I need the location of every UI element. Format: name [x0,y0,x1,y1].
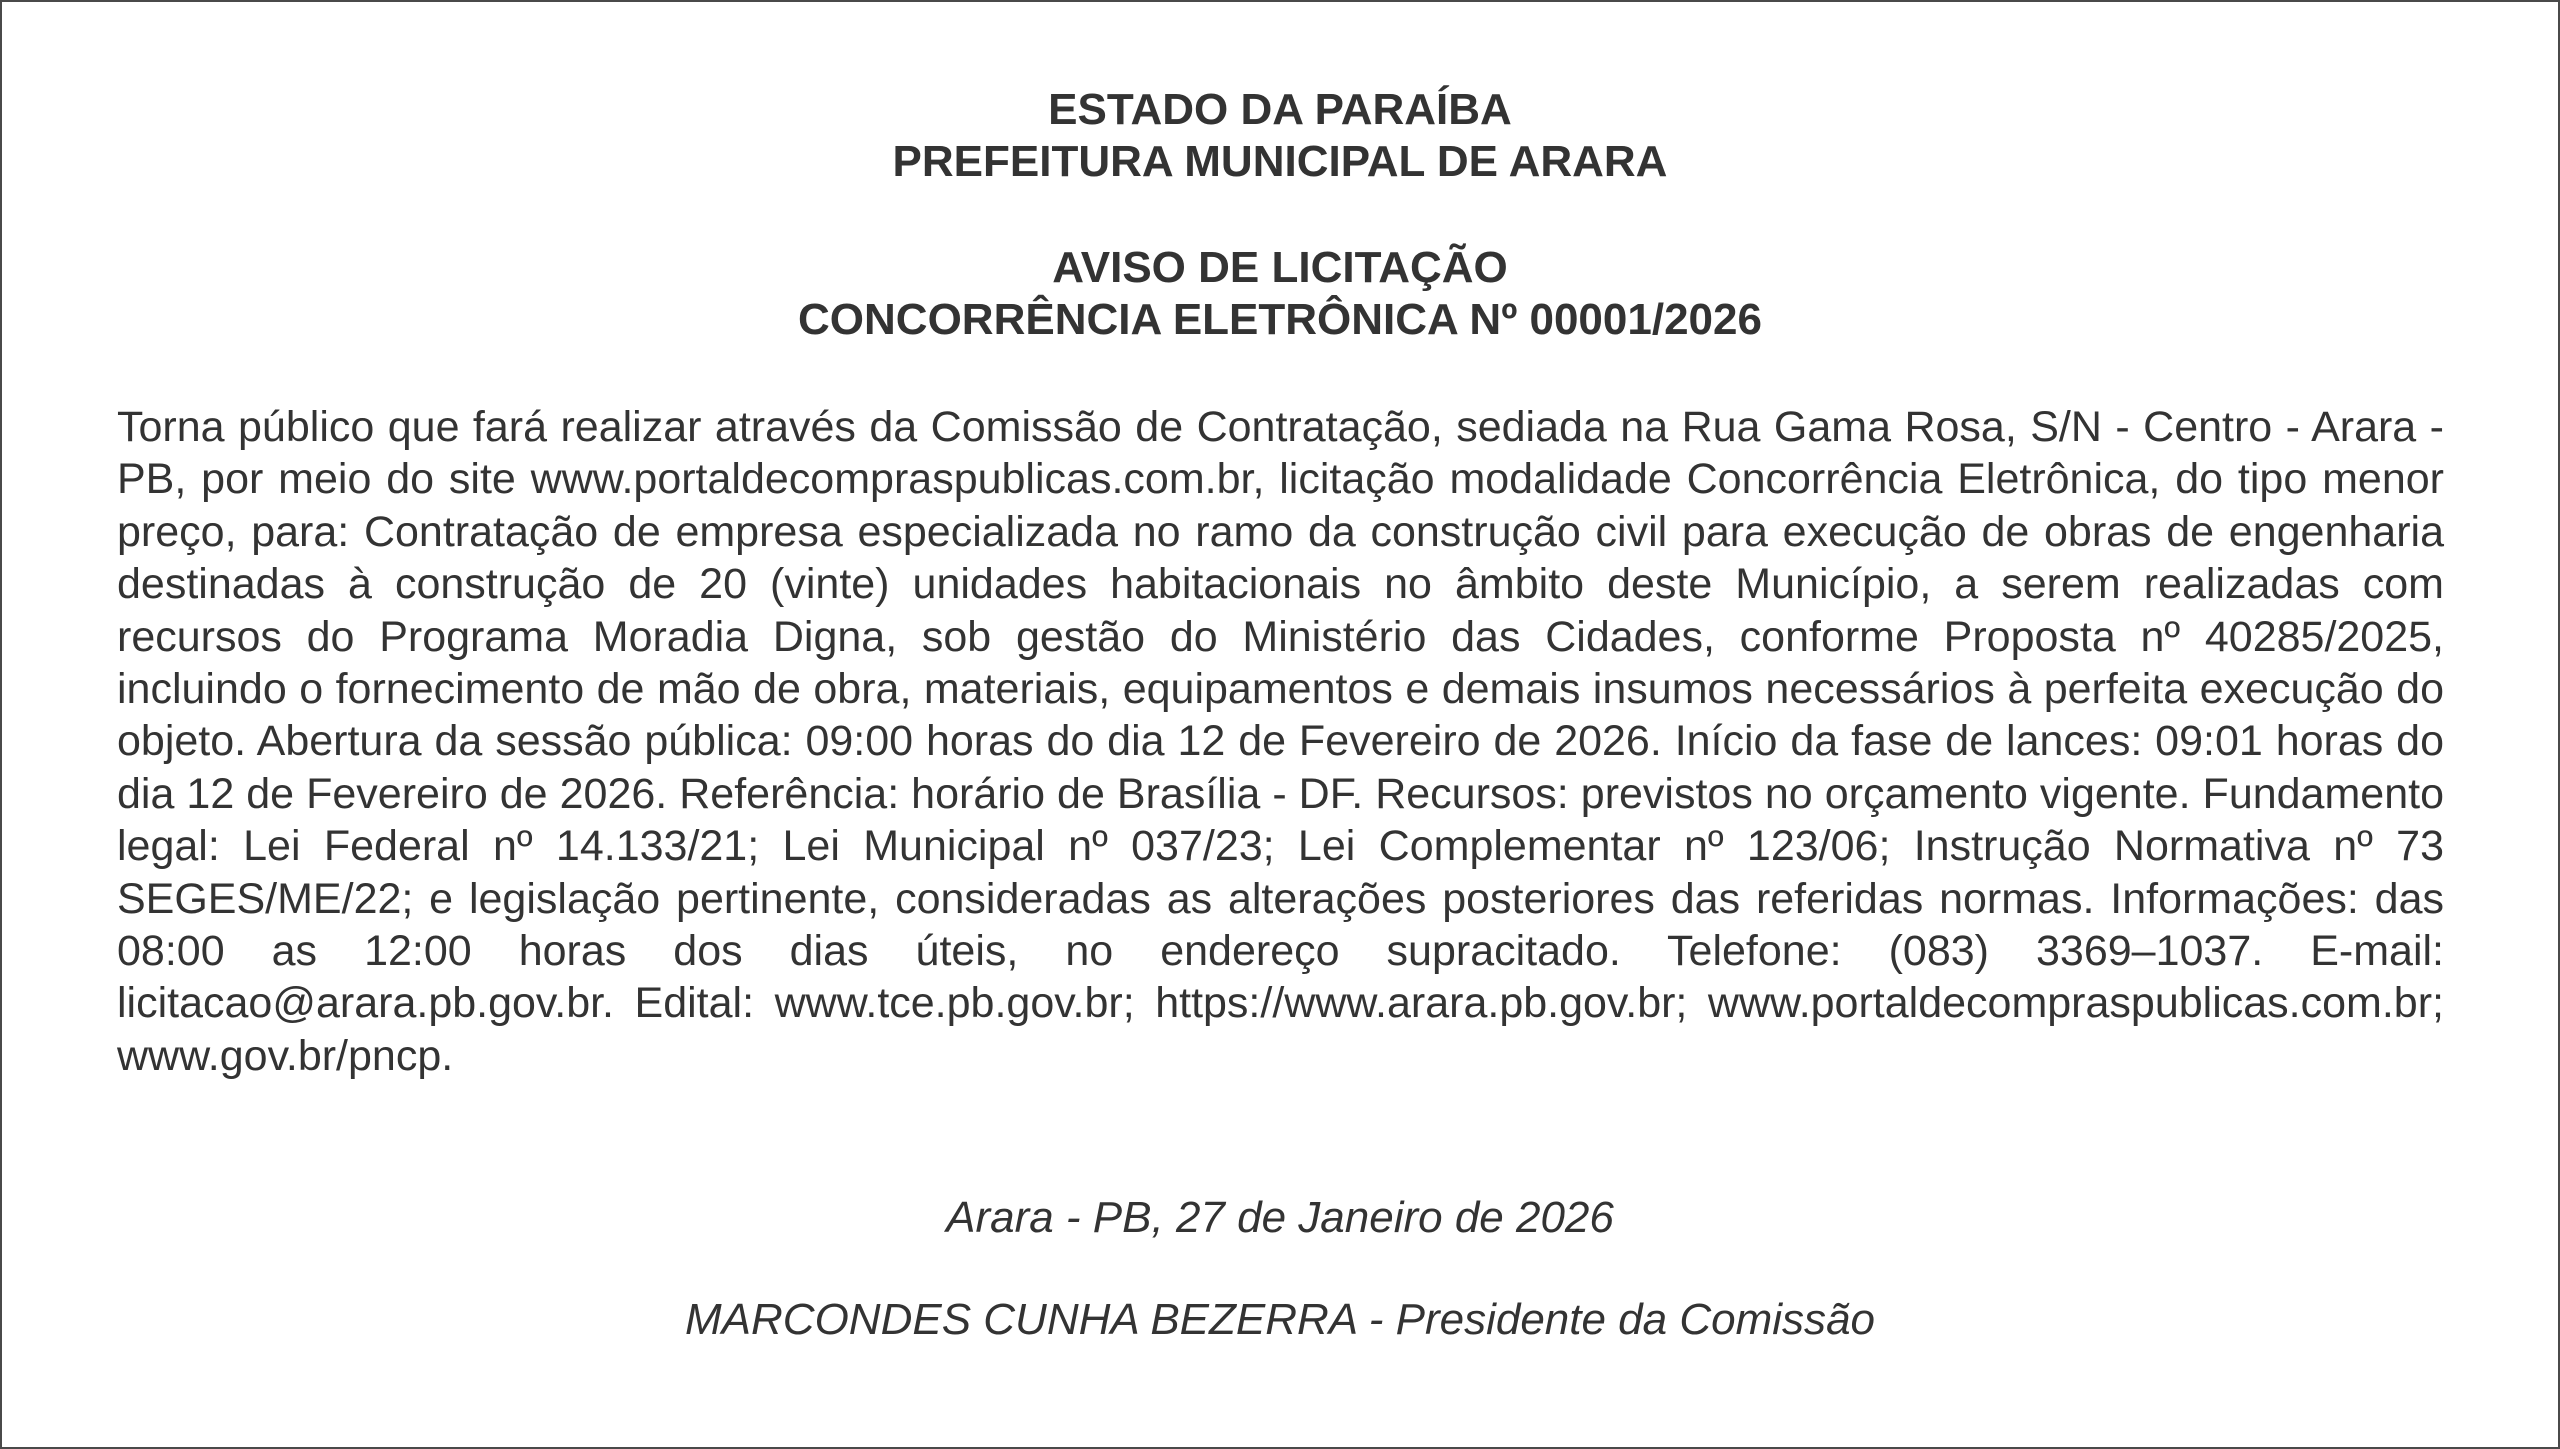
notice-body [117,401,2444,1082]
notice-title: AVISO DE LICITAÇÃO [1052,243,1508,292]
prefecture-heading: PREFEITURA MUNICIPAL DE ARARA [892,137,1668,186]
state-heading: ESTADO DA PARAÍBA [1048,85,1512,134]
signature-line: MARCONDES CUNHA BEZERRA - Presidente da Comissão [685,1295,1875,1344]
place-and-date: Arara - PB, 27 de Janeiro de 2026 [946,1193,1614,1242]
notice-number: CONCORRÊNCIA ELETRÔNICA Nº 00001/2026 [798,295,1762,344]
notice-body-text: Torna público que fará realizar através da Comissão de Contratação, sediada na Rua Gama Rosa, S/N - Centro - Arara - PB, por meio do site www.portaldecompraspublicas.com.br, licitação modalidade Concorrência Eletrônica, do tipo menor preço, para: Contratação de empresa especializada no ramo da construção civil para execução de obras de engenharia destinadas à construção de 20 (vinte) unidades habitacionais no âmbito deste Município, a serem realizadas com recursos do Programa Moradia Digna, sob gestão do Ministério das Cidades, conforme Proposta nº 40285/2025, incluindo o fornecimento de mão de obra, materiais, equipamentos e demais insumos necessários à perfeita execução do objeto. Abertura da sessão pública: 09:00 horas do dia 12 de Fevereiro de 2026. Início da fase de lances: 09:01 horas do dia 12 de Fevereiro de 2026. Referência: horário de Brasília - DF. Recursos: previstos no orçamento vigente. Fundamento legal: Lei Federal nº 14.133/21; Lei Municipal nº 037/23; Lei Complementar nº 123/06; Instrução Normativa nº 73 SEGES/ME/22; e legislação pertinente, consideradas as alterações posteriores das referidas normas. Informações: das 08:00 as 12:00 horas dos dias úteis, no endereço supracitado. Telefone: (083) 3369–1037. E-mail: licitacao@arara.pb.gov.br. Edital: www.tce.pb.gov.br; https://www.arara.pb.gov.br; www.portaldecompraspublicas.com.br; www.gov.br/pncp. [117,403,2444,1080]
